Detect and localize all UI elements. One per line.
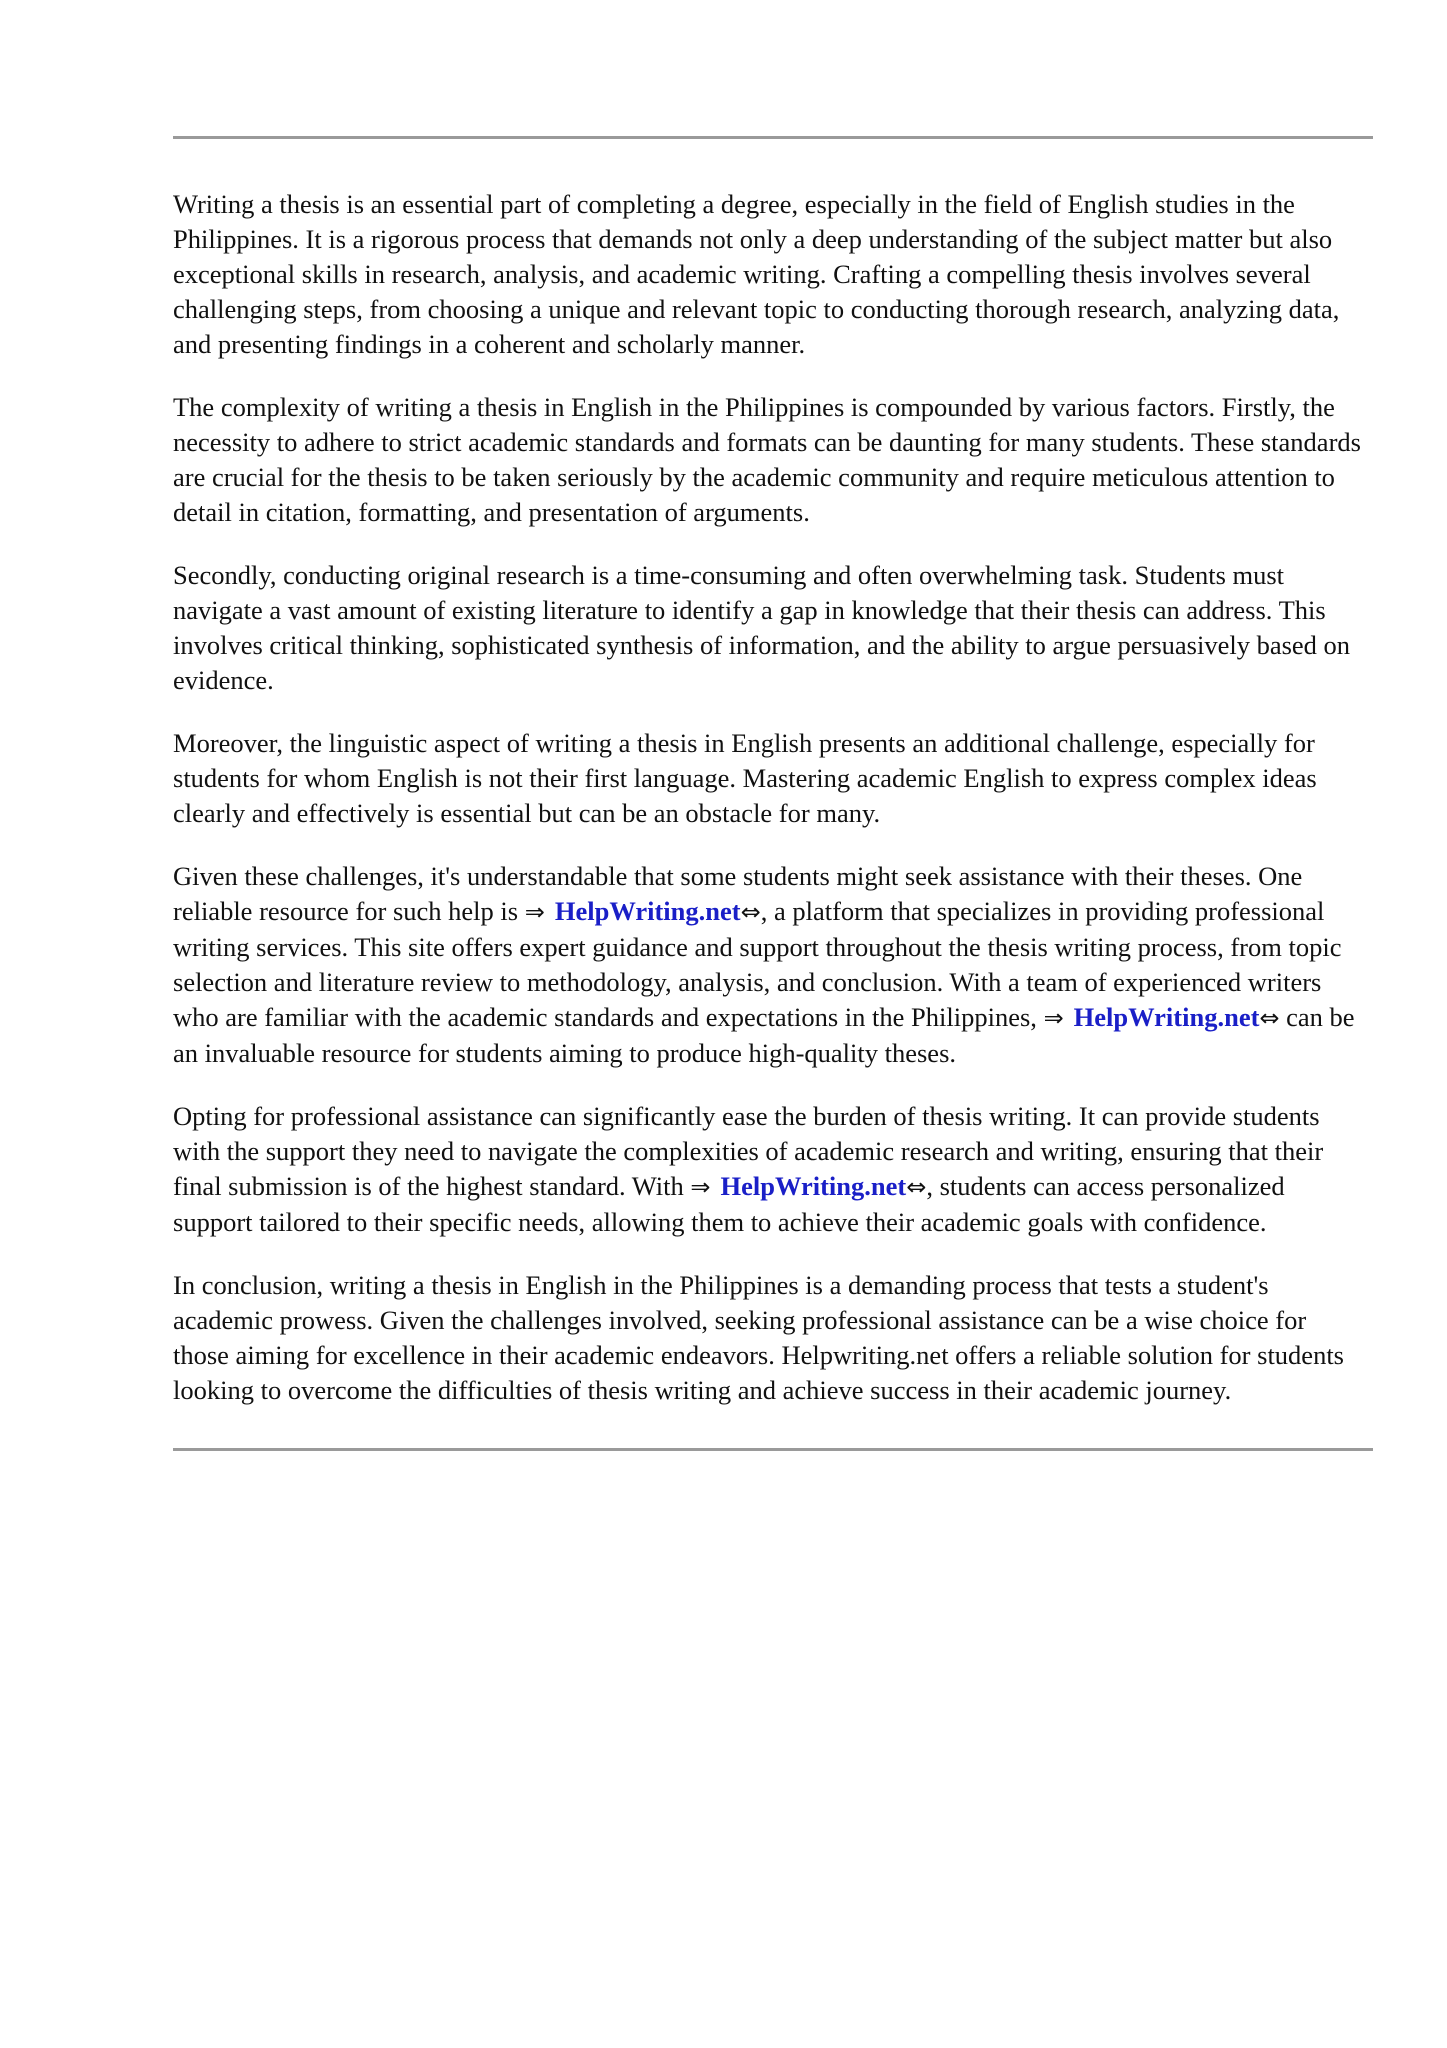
paragraph-assistance — [173, 859, 1368, 1071]
helpwriting-link[interactable]: HelpWriting.net — [720, 1171, 907, 1201]
paragraph-text: , students can access personalized support tailored to their specific needs, allowing them to achieve their academic goals with confidence. — [173, 1171, 1285, 1237]
arrow-both-icon: ⇔ — [906, 1173, 927, 1201]
paragraph-intro: Writing a thesis is an essential part of completing a degree, especially in the field of English studies in the Philippines. It is a rigorous process that demands not only a deep understanding of the subject matter but also exceptional skills in research, analysis, and academic writing. Crafting a compelling thesis involves several challenging steps, from choosing a unique and relevant topic to conducting thorough research, analyzing data, and presenting findings in a coherent and scholarly manner. — [173, 189, 1340, 359]
document-page — [173, 136, 1373, 1451]
paragraph-complexity: The complexity of writing a thesis in English in the Philippines is compounded by various factors. Firstly, the necessity to adhere to strict academic standards and formats can be daunting for many students. These standards are crucial for the thesis to be taken seriously by the academic community and require meticulous attention to detail in citation, formatting, and presentation of arguments. — [173, 392, 1361, 527]
arrow-right-icon: ⇒ — [690, 1173, 711, 1201]
paragraph-research: Secondly, conducting original research is a time-consuming and often overwhelming task. Students must navigate a vast amount of existing literature to identify a gap in knowledge that their thesis can address. This involves critical thinking, sophisticated synthesis of information, and the ability to argue persuasively based on evidence. — [173, 560, 1351, 695]
paragraph-opting — [173, 1099, 1368, 1240]
document-body — [173, 139, 1373, 1448]
paragraph-linguistic: Moreover, the linguistic aspect of writing a thesis in English presents an additional challenge, especially for students for whom English is not their first language. Mastering academic English to express complex ideas clearly and effectively is essential but can be an obstacle for many. — [173, 728, 1317, 828]
paragraph-text: , a platform that specializes in providing professional writing services. This site offers expert guidance and support throughout the thesis writing process, from topic selection and literature review to methodology, analysis, and conclusion. With a team of experienced writers who are familiar with the academic standards and expectations in the Philippines, — [173, 896, 1342, 1032]
paragraph-conclusion: In conclusion, writing a thesis in English in the Philippines is a demanding process that tests a student's academic prowess. Given the challenges involved, seeking professional assistance can be a wise choice for those aiming for excellence in their academic endeavors. Helpwriting.net offers a reliable solution for students looking to overcome the difficulties of thesis writing and achieve success in their academic journey. — [173, 1270, 1344, 1405]
paragraph-text: Opting for professional assistance can significantly ease the burden of thesis writing. It can provide students with the support they need to navigate the complexities of academic research and writing, ensuring that their final submission is of the highest standard. With — [173, 1101, 1324, 1201]
arrow-right-icon: ⇒ — [524, 898, 545, 926]
helpwriting-link[interactable]: HelpWriting.net — [554, 896, 741, 926]
paragraph-text: can be an invaluable resource for students aiming to produce high-quality theses. — [173, 1002, 1355, 1068]
arrow-both-icon: ⇔ — [1259, 1004, 1280, 1032]
arrow-both-icon: ⇔ — [740, 898, 761, 926]
paragraph-text: Given these challenges, it's understandable that some students might seek assistance with their theses. One reliable resource for such help is — [173, 861, 1303, 926]
helpwriting-link[interactable]: HelpWriting.net — [1073, 1002, 1260, 1032]
bottom-divider — [173, 1448, 1373, 1451]
arrow-right-icon: ⇒ — [1043, 1004, 1064, 1032]
